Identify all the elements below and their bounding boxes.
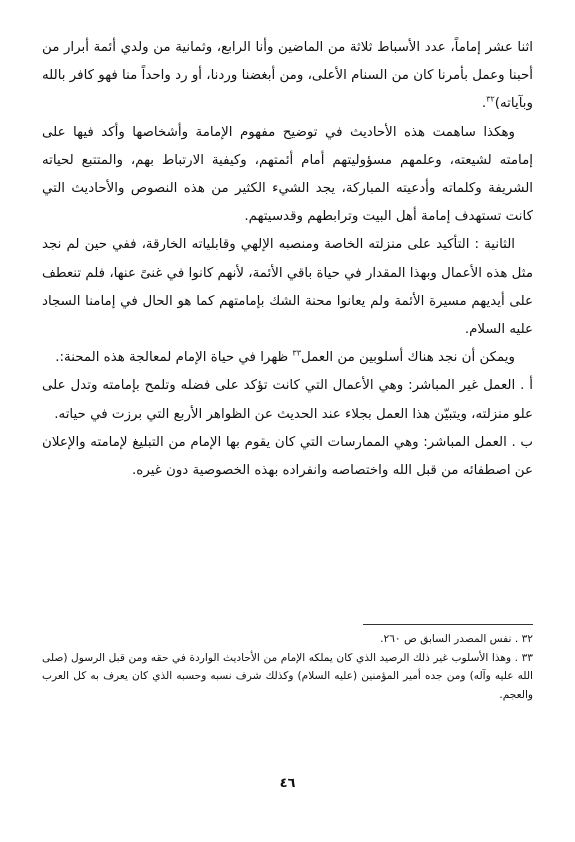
footnote-33: ٣٣ . وهذا الأسلوب غير ذلك الرصيد الذي كان يملكه الإمام من الأحاديث الواردة في حقه ومن قبل الرسول (صلى الله عليه وآله) ومن جده أمير المؤمنين (عليه السلام) وكذلك شرف نسبه وحسبه الذي كان يعرف به كل العرب والعجم. [42, 651, 533, 701]
paragraph-tail: . [481, 96, 487, 112]
footnote-32: ٣٢ . نفس المصدر السابق ص ٢٦٠. [380, 633, 533, 645]
paragraph-hadith-contribution [42, 119, 533, 232]
paragraph-indirect-work [42, 372, 533, 428]
paragraph-text: ب . العمل المباشر: وهي الممارسات التي كان يقوم بها الإمام من التبليغ لإمامته والإعلان عن اصطفائه من قبل الله واختصاصه وانفراده بهذه الخصوصية دون غيره. [42, 434, 533, 479]
footnote-marker: ٣٣ [292, 348, 301, 358]
footnotes-block [42, 630, 533, 704]
footnote-divider [363, 624, 533, 625]
paragraph-second-point [42, 231, 533, 344]
paragraph-direct-work [42, 429, 533, 485]
footnote-marker: ٣٢ [486, 94, 495, 104]
page-number: ٤٦ [279, 776, 296, 791]
paragraph-text: الثانية : التأكيد على منزلته الخاصة ومنصبه الإلهي وقابلياته الخارقة، ففي حين لم نجد مثل هذه الأعمال وبهذا المقدار في حياة باقي الأئمة، لأنهم كانوا في غنىً عنها، فلم تنعطف على أيديهم مسيرة الأئمة ولم يعانوا محنة الشك بإمامتهم كما هو الحال في إمامنا السجاد عليه السلام. [42, 237, 533, 338]
paragraph-text: وهكذا ساهمت هذه الأحاديث في توضيح مفهوم الإمامة وأشخاصها وأكد فيها على إمامته لشيعته، وعلمهم مسؤوليتهم أمام أئمتهم، وكيفية الارتباط بهم، والمتتبع لحياته الشريفة وكلماته وأدعيته المباركة، يجد الشيء الكثير من هذه النصوص والأحاديث التي كانت تستهدف إمامة أهل البيت وترابطهم وقدسيتهم. [42, 124, 533, 225]
paragraph-tail: ظهرا في حياة الإمام لمعالجة هذه المحنة:. [55, 350, 293, 366]
paragraph-text: أ . العمل غير المباشر: وهي الأعمال التي كانت تؤكد على فضله وتلمح بإمامته وتدل على علو منزلته، ويتبيّن هذا العمل بجلاء عند الحديث عن الظواهر الأربع التي برزت في حياته. [42, 378, 533, 422]
paragraph-two-methods [42, 344, 533, 372]
paragraph-hadith-continuation [42, 34, 533, 119]
main-text-block [42, 34, 533, 485]
paragraph-text: ويمكن أن نجد هناك أسلوبين من العمل [301, 350, 515, 366]
paragraph-text: اثنا عشر إماماً، عدد الأسباط ثلاثة من الماضين وأنا الرابع، وثمانية من ولدي أئمة أبرار من أحبنا وعمل بأمرنا كان من السنام الأعلى، ومن أبغضنا وردنا، أو رد واحداً منا فهو كافر بالله وبآياته) [42, 40, 533, 112]
